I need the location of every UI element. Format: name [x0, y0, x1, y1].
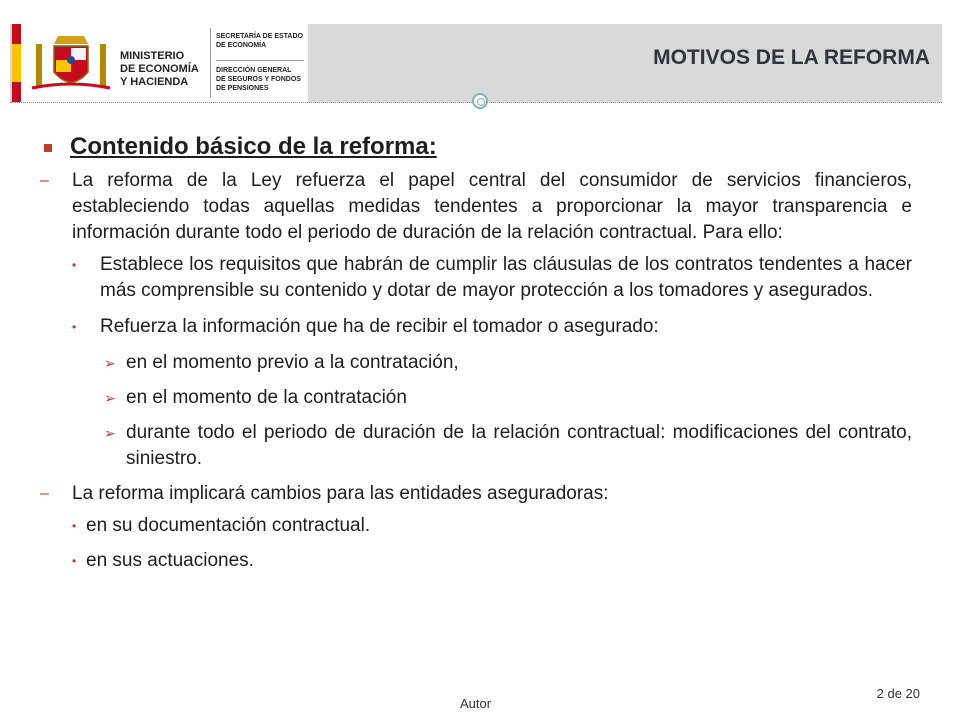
- logo-divider: [210, 28, 211, 98]
- dot-bullet-icon: •: [72, 258, 77, 272]
- list-item: [40, 168, 912, 246]
- paragraph-text: La reforma implicará cambios para las entidades aseguradoras:: [72, 483, 609, 504]
- secretaria-name: SECRETARÍA DE ESTADO DE ECONOMÍA: [216, 33, 303, 49]
- bullet-text: en el momento de la contratación: [126, 387, 407, 408]
- dot-bullet-icon: •: [72, 519, 77, 533]
- list-item: [40, 481, 912, 507]
- list-item: [40, 420, 912, 472]
- arrow-bullet-icon: ➢: [104, 355, 116, 371]
- bullet-text: en el momento previo a la contratación,: [126, 352, 459, 373]
- bullet-text: en su documentación contractual.: [86, 515, 371, 536]
- bullet-text: Establece los requisitos que habrán de cumplir las cláusulas de los contratos tendentes a hacer más comprensible su contenido y dotar de mayor protección a los tomadores y asegurados.: [100, 254, 912, 301]
- coat-of-arms-icon: [30, 30, 112, 96]
- ministry-logo: [12, 24, 308, 102]
- slide-title: MOTIVOS DE LA REFORMA: [653, 46, 930, 69]
- footer-author: Autor: [460, 696, 492, 711]
- page-number: 2 de 20: [876, 686, 920, 701]
- ring-ornament-icon: [472, 93, 488, 109]
- slide-content: [40, 134, 912, 583]
- content-heading: [40, 134, 912, 160]
- bullet-text: durante todo el periodo de duración de la relación contractual: modificaciones del contrato, siniestro.: [126, 422, 912, 469]
- heading-text: Contenido básico de la reforma:: [70, 133, 437, 160]
- spain-flag-stripe: [12, 24, 21, 102]
- list-item: [40, 548, 912, 574]
- list-item: [40, 314, 912, 340]
- square-bullet-icon: [44, 144, 52, 152]
- list-item: [40, 252, 912, 304]
- logo-subdivider: [216, 60, 304, 61]
- dot-bullet-icon: •: [72, 554, 77, 568]
- list-item: [40, 385, 912, 411]
- direccion-name: DIRECCIÓN GENERAL DE SEGUROS Y FONDOS DE PENSIONES: [216, 67, 301, 92]
- dash-bullet-icon: –: [40, 172, 49, 189]
- list-item: [40, 513, 912, 539]
- list-item: [40, 350, 912, 376]
- dot-bullet-icon: •: [72, 320, 77, 334]
- dash-bullet-icon: –: [40, 485, 49, 502]
- arrow-bullet-icon: ➢: [104, 390, 116, 406]
- bullet-text: Refuerza la información que ha de recibir el tomador o asegurado:: [100, 316, 659, 337]
- paragraph-text: La reforma de la Ley refuerza el papel central del consumidor de servicios financieros, estableciendo todas aquellas medidas tendentes a proporcionar la mayor transparencia e información durante todo el periodo de duración de la relación contractual. Para ello:: [72, 170, 912, 243]
- arrow-bullet-icon: ➢: [104, 425, 116, 441]
- bullet-text: en sus actuaciones.: [86, 550, 254, 571]
- ministry-name: MINISTERIO DE ECONOMÍA Y HACIENDA: [120, 50, 199, 88]
